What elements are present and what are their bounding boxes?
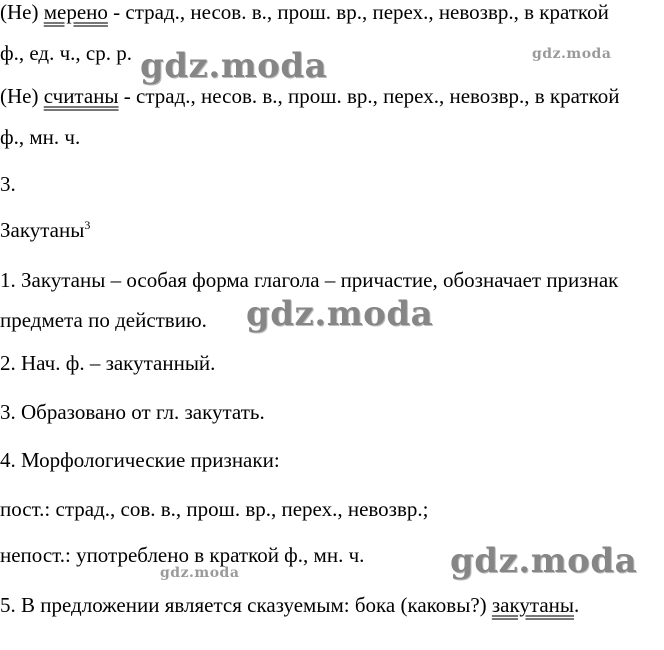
text-line-9	[0, 351, 215, 375]
text-line-7	[0, 268, 618, 292]
line-text: 1. Закутаны – особая форма глагола – причастие, обозначает признак	[0, 268, 619, 292]
text-line-14	[0, 593, 579, 617]
line-rest: - страд., несов. в., прош. вр., перех., невозвр., в краткой	[118, 84, 620, 108]
footnote-marker: 3	[84, 218, 91, 232]
watermark: gdz.moda	[140, 46, 328, 86]
watermark: gdz.moda	[246, 294, 434, 334]
line-text: непост.: употреблено в краткой ф., мн. ч.	[0, 543, 365, 567]
line-text: 3. Образовано от гл. закутать.	[0, 400, 265, 424]
line-text: 2. Нач. ф. – закутанный.	[0, 351, 216, 375]
text-line-12	[0, 497, 428, 521]
watermark: gdz.moda	[532, 46, 612, 62]
text-line-8	[0, 308, 207, 332]
line-text: пост.: страд., сов. в., прош. вр., перех., невозвр.;	[0, 497, 429, 521]
text-line-4	[0, 125, 80, 149]
text-line-11	[0, 448, 280, 472]
line-text: 3.	[0, 172, 16, 196]
line-prefix: 5. В предложении является сказуемым: бока (каковы?)	[0, 593, 492, 617]
line-text: ф., мн. ч.	[0, 125, 81, 149]
text-line-10	[0, 400, 265, 424]
section-number	[0, 172, 16, 196]
text-line-13	[0, 543, 364, 567]
line-text: ф., ед. ч., ср. р.	[0, 41, 132, 65]
line-prefix: (Не)	[0, 0, 44, 24]
watermark: gdz.moda	[450, 541, 638, 581]
underlined-word-schitany: считаны	[43, 84, 119, 108]
text-line-1	[0, 0, 609, 24]
text-line-3	[0, 84, 619, 108]
watermark: gdz.moda	[160, 565, 240, 581]
line-end: .	[574, 593, 580, 617]
analysis-word-heading	[0, 218, 90, 242]
line-text: 4. Морфологические признаки:	[0, 448, 280, 472]
underlined-word-zakutany: закутаны	[491, 593, 575, 617]
word-heading: Закутаны	[0, 218, 85, 242]
text-line-2	[0, 41, 132, 65]
line-rest: - страд., несов. в., прош. вр., перех., невозвр., в краткой	[107, 0, 609, 24]
underlined-word-mereno: мерено	[43, 0, 108, 24]
line-prefix: (Не)	[0, 84, 44, 108]
line-text: предмета по действию.	[0, 308, 207, 332]
